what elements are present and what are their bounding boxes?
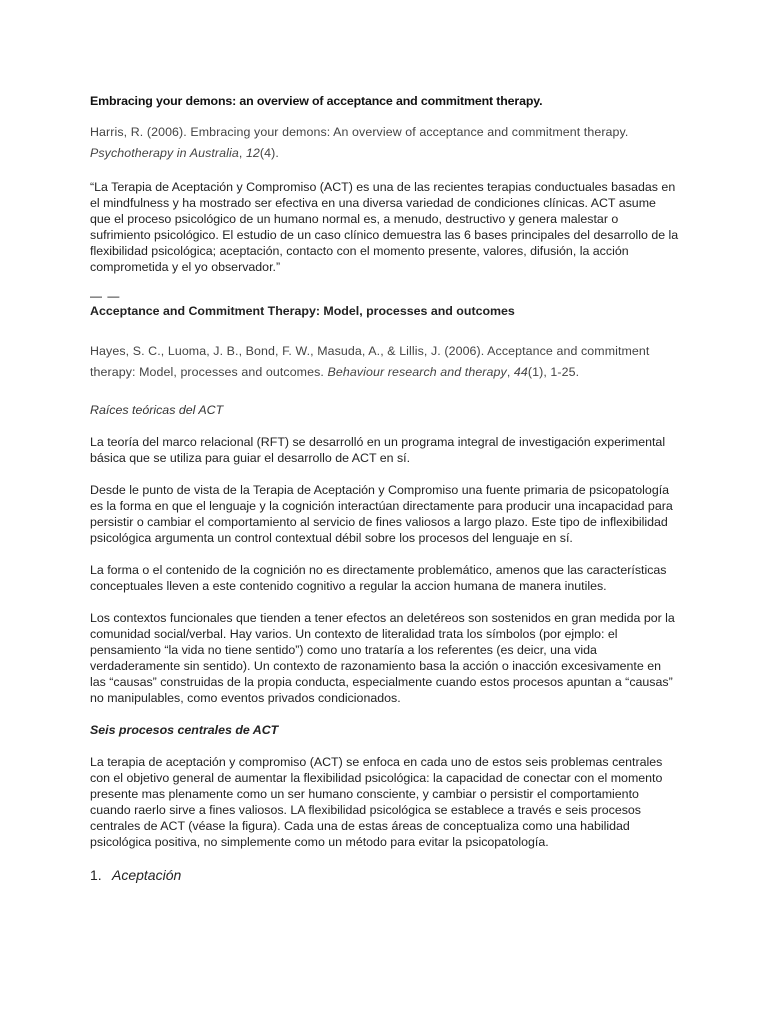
paragraph-rft: La teoría del marco relacional (RFT) se desarrolló en un programa integral de investigación experimental básica que se utiliza para guiar el desarrollo de ACT en sí. (90, 435, 666, 465)
document-title: Embracing your demons: an overview of acceptance and commitment therapy. (90, 94, 543, 108)
citation-harris-text: Harris, R. (2006). Embracing your demons: An overview of acceptance and commitment therapy. (90, 125, 629, 139)
citation-harris-issue: (4). (259, 146, 279, 160)
document-page (90, 94, 680, 883)
list-item-number: 1. (90, 867, 102, 883)
paragraph-contextos: Los contextos funcionales que tienden a tener efectos an deletéreos son sostenidos en gran medida por la comunidad social/verbal. Hay varios. Un contexto de literalidad trata los símbolos (por ejmplo: el pensamiento “la vida no tiene sentido”) como uno trataría a los referentes (es deicr, una vida verdaderamente sin sentido). Un contexto de razonamiento basa la acción o inacción excesivamente en las “causas” construidas de la propia conducta, especialmente cuando estos procesos apuntan a “causas” no manipulables, como eventos privados condicionados. (90, 611, 675, 705)
citation-hayes-sep: , (506, 365, 514, 379)
paragraph-cognicion: La forma o el contenido de la cognición no es directamente problemático, amenos que las características conceptuales lleven a este contenido cognitivo a regular la accion humana de manera inutiles. (90, 563, 667, 593)
citation-hayes-volume: 44 (513, 365, 528, 379)
section-title-hayes: Acceptance and Commitment Therapy: Model, processes and outcomes (90, 304, 515, 318)
citation-harris-journal: Psychotherapy in Australia (90, 146, 239, 160)
citation-hayes-text: Hayes, S. C., Luoma, J. B., Bond, F. W., Masuda, A., & Lillis, J. (2006). Acceptance and commitment therapy: Model, processes and outcomes. (90, 344, 650, 379)
quote-paragraph: “La Terapia de Aceptación y Compromiso (ACT) es una de las recientes terapias conductuales basadas en el mindfulness y ha mostrado ser efectiva en una diversa variedad de condiciones clínicas. ACT asume que el proceso psicológico de un humano normal es, a menudo, destructivo y genera malestar o sufrimiento psicológico. El estudio de un caso clínico demuestra las 6 bases principales del desarrollo de la flexibilidad psicológica; aceptación, contacto con el momento presente, valores, difusión, la acción comprometida y el yo observador.” (90, 180, 679, 274)
citation-harris (90, 122, 680, 164)
citation-hayes-journal: Behaviour research and therapy (327, 365, 507, 379)
separator: — — (90, 289, 121, 303)
citation-hayes (90, 341, 680, 383)
list-item-aceptacion (90, 867, 680, 883)
seis-procesos-heading: Seis procesos centrales de ACT (90, 723, 279, 737)
paragraph-psicopatologia: Desde le punto de vista de la Terapia de Aceptación y Compromiso una fuente primaria de psicopatología es la forma en que el lenguaje y la cognición interactúan directamente para producir una incapacidad para persistir o cambiar el comportamiento al servicio de fines valiosos a largo plazo. Este tipo de inflexibilidad psicológica argumenta un control contextual débil sobre los procesos del lenguaje en sí. (90, 483, 673, 545)
list-item-label: Aceptación (112, 867, 182, 883)
paragraph-seis-procesos: La terapia de aceptación y compromiso (ACT) se enfoca en cada uno de estos seis problemas centrales con el objetivo general de aumentar la flexibilidad psicológica: la capacidad de conectar con el momento presente mas plenamente como un ser humano consciente, y cambiar o persistir el comportamiento cuando raerlo sirve a fines valiosos. LA flexibilidad psicológica se establece a través e seis procesos centrales de ACT (véase la figura). Cada una de estas áreas de conceptualiza como una habilidad psicológica positiva, no simplemente como un método para evitar la psicopatología. (90, 755, 663, 849)
citation-harris-volume: 12 (245, 146, 260, 160)
raices-heading: Raíces teóricas del ACT (90, 403, 224, 417)
citation-hayes-issue: (1), 1-25. (527, 365, 580, 379)
citation-harris-sep: , (238, 146, 246, 160)
